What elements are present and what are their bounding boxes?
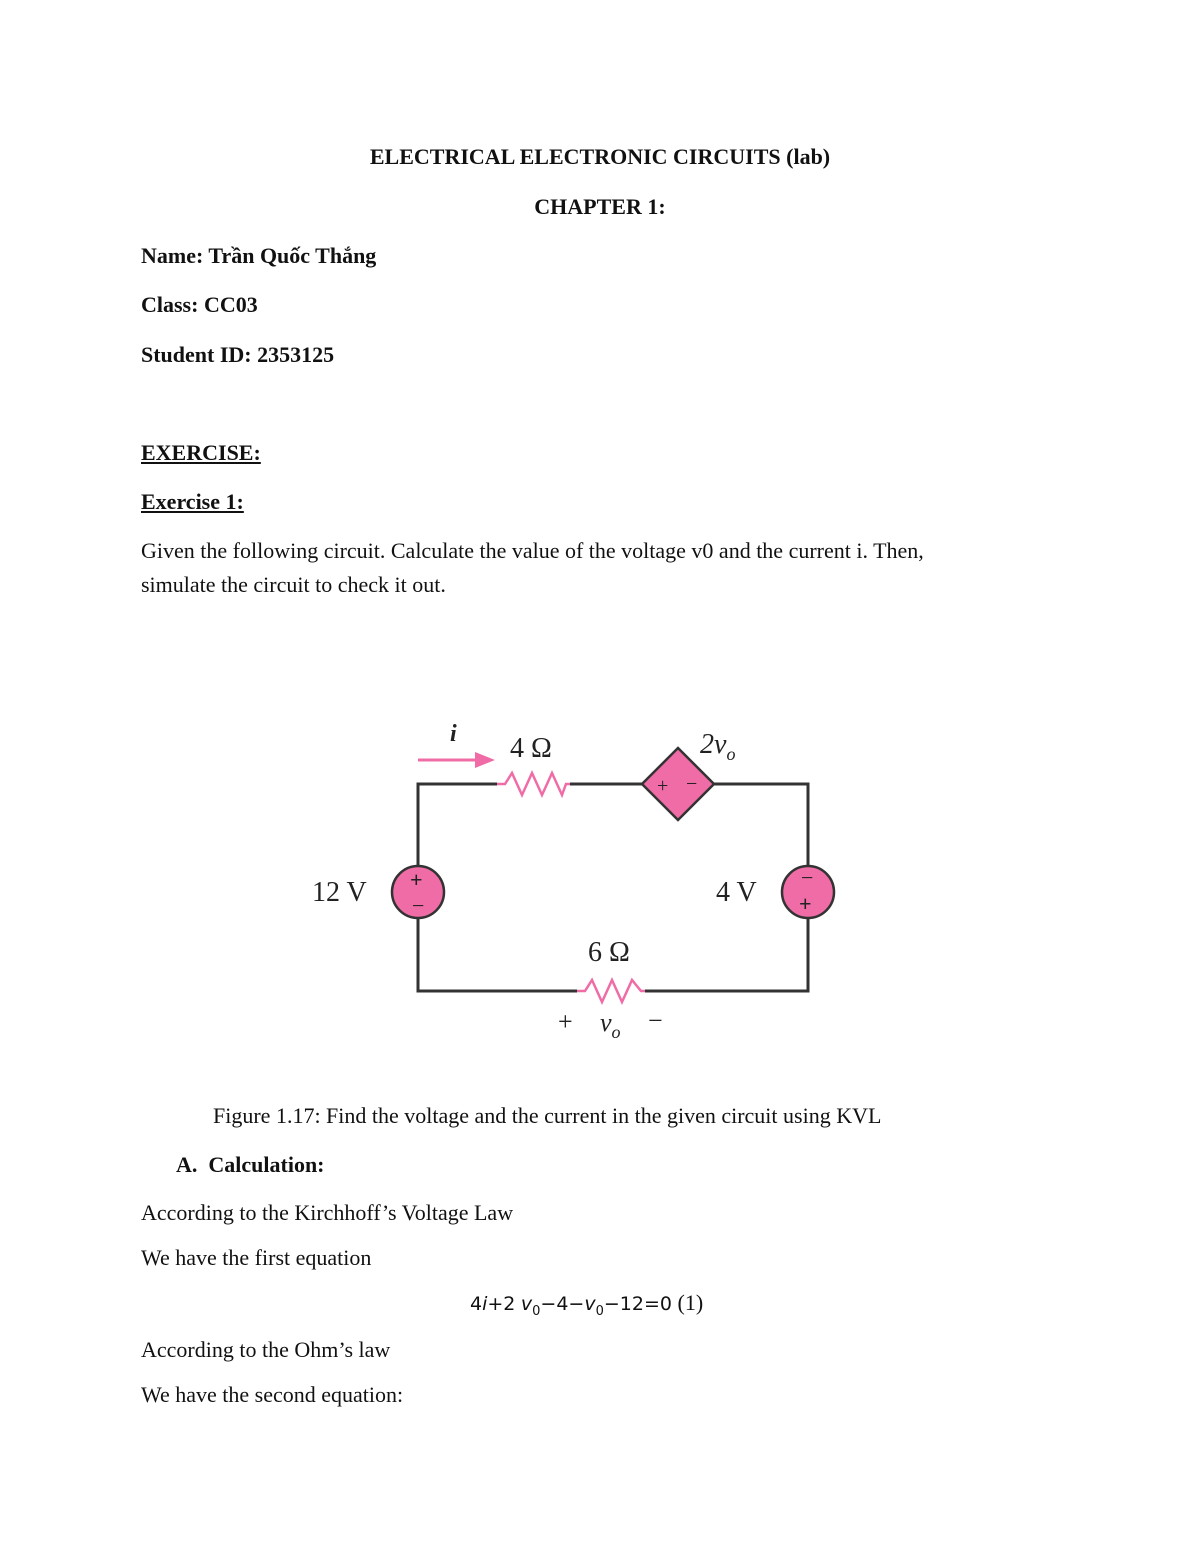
eq1-part-1: 4 xyxy=(470,1293,483,1315)
eq1-v2: v xyxy=(584,1293,596,1315)
student-id: Student ID: 2353125 xyxy=(141,342,335,367)
kvl-intro: According to the Kirchhoff’s Voltage Law xyxy=(141,1200,514,1225)
dependent-source-subscript: o xyxy=(726,744,736,764)
vo-plus: + xyxy=(558,1007,573,1036)
dependent-source-plus: + xyxy=(657,775,669,797)
wire-top-right xyxy=(714,784,808,865)
source-12v-label: 12 V xyxy=(312,877,367,908)
vo-subscript: o xyxy=(611,1022,621,1042)
resistor-6-ohm-label: 6 Ω xyxy=(588,937,630,968)
wire-top-left xyxy=(418,784,497,877)
dependent-source-minus: − xyxy=(686,773,698,795)
dependent-source-label xyxy=(700,729,735,764)
exercise-prompt-line-2: simulate the circuit to check it out. xyxy=(141,572,446,597)
second-equation-intro: We have the second equation: xyxy=(141,1382,404,1407)
source-4v-label: 4 V xyxy=(716,877,757,908)
calculation-heading xyxy=(176,1150,325,1180)
document-title: ELECTRICAL ELECTRONIC CIRCUITS (lab) xyxy=(369,144,831,169)
source-12v-minus: − xyxy=(412,893,425,918)
current-label: i xyxy=(450,721,457,747)
dependent-source-value: 2v xyxy=(700,729,727,760)
exercise-1-heading: Exercise 1: xyxy=(141,489,244,514)
eq1-tag: (1) xyxy=(677,1290,704,1315)
vo-minus: − xyxy=(648,1006,663,1035)
eq1-v2-sub: 0 xyxy=(595,1303,604,1319)
eq1-v1-sub: 0 xyxy=(532,1303,541,1319)
eq1-current: i xyxy=(482,1293,488,1315)
resistor-4-ohm-label: 4 Ω xyxy=(510,733,552,764)
circuit-diagram xyxy=(300,705,860,1055)
resistor-6-ohm xyxy=(577,980,645,1002)
source-4v-plus: + xyxy=(799,891,812,916)
exercise-prompt-line-1: Given the following circuit. Calculate the value of the voltage v0 and the current i. Then, xyxy=(141,538,924,563)
figure-caption: Figure 1.17: Find the voltage and the current in the given circuit using KVL xyxy=(213,1103,882,1128)
vo-variable: v xyxy=(600,1008,612,1037)
source-4v-minus: − xyxy=(801,865,814,890)
first-equation-intro: We have the first equation xyxy=(141,1245,372,1270)
eq1-part-3: −4− xyxy=(540,1293,585,1315)
wire-right-bottom xyxy=(645,915,808,991)
ohm-intro: According to the Ohm’s law xyxy=(141,1337,391,1362)
eq1-part-2: +2 xyxy=(487,1293,516,1315)
wire-bottom-left xyxy=(418,915,577,991)
current-arrow xyxy=(418,752,495,768)
exercise-heading: EXERCISE: xyxy=(141,440,261,465)
vo-label xyxy=(600,1008,621,1042)
student-class: Class: CC03 xyxy=(141,292,258,317)
student-name: Name: Trần Quốc Thắng xyxy=(141,243,377,268)
chapter-heading: CHAPTER 1: xyxy=(534,194,666,219)
equation-1 xyxy=(470,1288,703,1327)
calculation-heading-marker: A. xyxy=(176,1152,198,1177)
calculation-heading-text: Calculation: xyxy=(208,1152,325,1177)
source-12v-plus: + xyxy=(410,867,423,892)
resistor-4-ohm xyxy=(497,773,570,795)
eq1-part-4: −12=0 xyxy=(603,1293,672,1315)
eq1-v1: v xyxy=(520,1293,533,1315)
